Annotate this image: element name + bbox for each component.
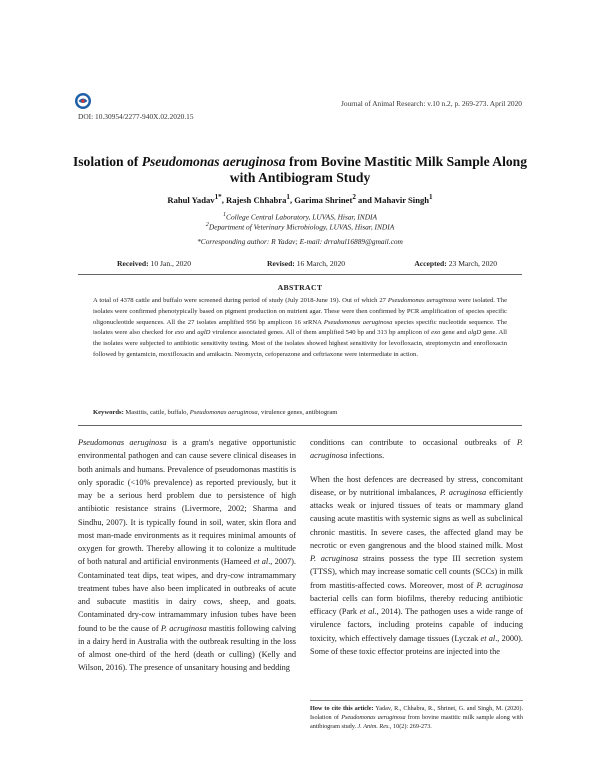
received-date: Received: 10 Jan., 2020	[117, 259, 192, 268]
abstract-text: A total of 4378 cattle and buffalo were screened during period of study (July 2018-June 19). Out of which 27 Pseudomonas aeruginosa were isolated. The isolates were confirmed phenotypically based on pigment production on nutrient agar. These were then confirmed by PCR amplification of species specific oligonucleotide sequences. All the 27 isolates amplified 956 bp amplicon 16 srRNA Pseudomonas aeruginosa species specific nucleotide sequence. The isolates were also checked for exo and aglD virulence associated genes. All of them amplified 540 bp and 313 bp amplicon of exo gene and algD gene. All the isolates were subjected to antibiotic sensitivity testing. Most of the isolates showed highest sensitivity for levofloxacin, streptomycin and enrofloxacin followed by gentamicin, moxifloxacin and amikacin. Neomycin, cefoperazone and ceftriaxone were intermediate in action.	[93, 297, 508, 358]
author-name: Rahul Yadav	[167, 194, 215, 205]
divider	[310, 700, 523, 701]
body-paragraph: When the host defences are decreased by stress, concomitant disease, or by nutritional imbalances, P. acruginosa efficiently attacks weak or injured tissues of teats or mammary gland causing acute mastitis with systemic signs as well as subclinical chronic mastitis. In severe cases, the affected gland may be necrotic or even gangrenous and the blood stained milk. Most P. acruginosa strains possess the type III secretion system (TTSS), which may increase somatic cell counts (SCCs) in milk from mastitis-affected cows. Moreover, most of P. acruginosa bacterial cells can form biofilms, thereby reducing antibiotic efficacy (Park et al., 2014). The pathogen uses a wide range of virulence factors, including proteins capable of inducing toxicity, which effectively damage tissues (Lyczak et al., 2000). Some of these toxic effector proteins are injected into the	[310, 474, 524, 656]
body-paragraph: Pseudomonas aeruginosa is a gram's negative opportunistic environmental pathogen and can cause severe clinical diseases in both animals and humans. Prevalence of pseudomonas mastitis is only sporadic (<10% prevalence) as reported previously, but it may be a serious herd problem due to persistence of high antibiotic resistance strains (Livermore, 2002; Sharma and Sindhu, 2007). It is typically found in soil, water, skin flora and most man-made environments as it requires minimal amounts of oxygen for growth. Thereby allowing it to colonize a multitude of both natural and artificial environments (Hameed et al., 2007). Contaminated teat dips, teat wipes, and dry-cow intramammary treatment tubes have also been implicated in outbreaks of acute and subacute mastitis in dairy cows, sheep, and goats. Contaminated dry-cow intramammary infusion tubes have been found to be the cause of P. acruginosa mastitis following calving in a dairy herd in Australia with the outbreak resulting in the loss of almost one-third of the herd (death or culling) (Kelly and Wilson, 2016). The presence of unsanitary housing and bedding	[78, 438, 296, 673]
author-list: Rahul Yadav$^{1*}$, Rajesh Chhabra$^1$, Garima Shrinet$^2$ and Mahavir Singh$^1$	[167, 193, 433, 205]
affiliation-1: $^1$College Central Laboratory, LUVAS, Hisar, INDIA	[222, 212, 378, 222]
revised-date: Revised: 16 March, 2020	[267, 259, 346, 268]
affiliation-2: $^2$Department of Veterinary Microbiology, LUVAS, Hisar, INDIA	[205, 222, 395, 232]
doi-link[interactable]: DOI: 10.30954/2277-940X.02.2020.15	[78, 112, 194, 121]
journal-info: Journal of Animal Research: v.10 n.2, p. 269-273. April 2020	[341, 99, 522, 108]
accepted-date: Accepted: 23 March, 2020	[414, 259, 497, 268]
author-name: Rajesh Chhabra	[226, 194, 287, 205]
divider	[78, 274, 522, 275]
author-name: Garima Shrinet	[294, 194, 353, 205]
divider	[78, 425, 522, 426]
citation-box: How to cite this article: Yadav, R., Chhabra, R., Shrinet, G. and Singh, M. (2020). Isolation of Pseudomonas aeruginosa from bovine mastitic milk sample along with antibiogram study. J. Anim. Res., 10(2): 269-273.	[310, 705, 523, 730]
keywords: Keywords: Mastitis, cattle, buffalo, Pseudomonas aeruginosa, virulence genes, antibiogram	[93, 409, 338, 416]
paper-title: Isolation of Pseudomonas aeruginosa from Bovine Mastitic Milk Sample Along with Antibiogram Study	[72, 154, 528, 185]
author-name: Mahavir Singh	[374, 194, 430, 205]
journal-logo-icon	[74, 92, 92, 110]
abstract-heading: ABSTRACT	[277, 283, 323, 292]
corresponding-author: *Corresponding author: R Yadav; E-mail: drrahul16889@gmail.com	[197, 237, 403, 246]
body-paragraph: conditions can contribute to occasional outbreaks of P. acruginosa infections.	[310, 438, 523, 461]
body-column-left	[78, 436, 296, 675]
body-column-right	[310, 436, 523, 658]
